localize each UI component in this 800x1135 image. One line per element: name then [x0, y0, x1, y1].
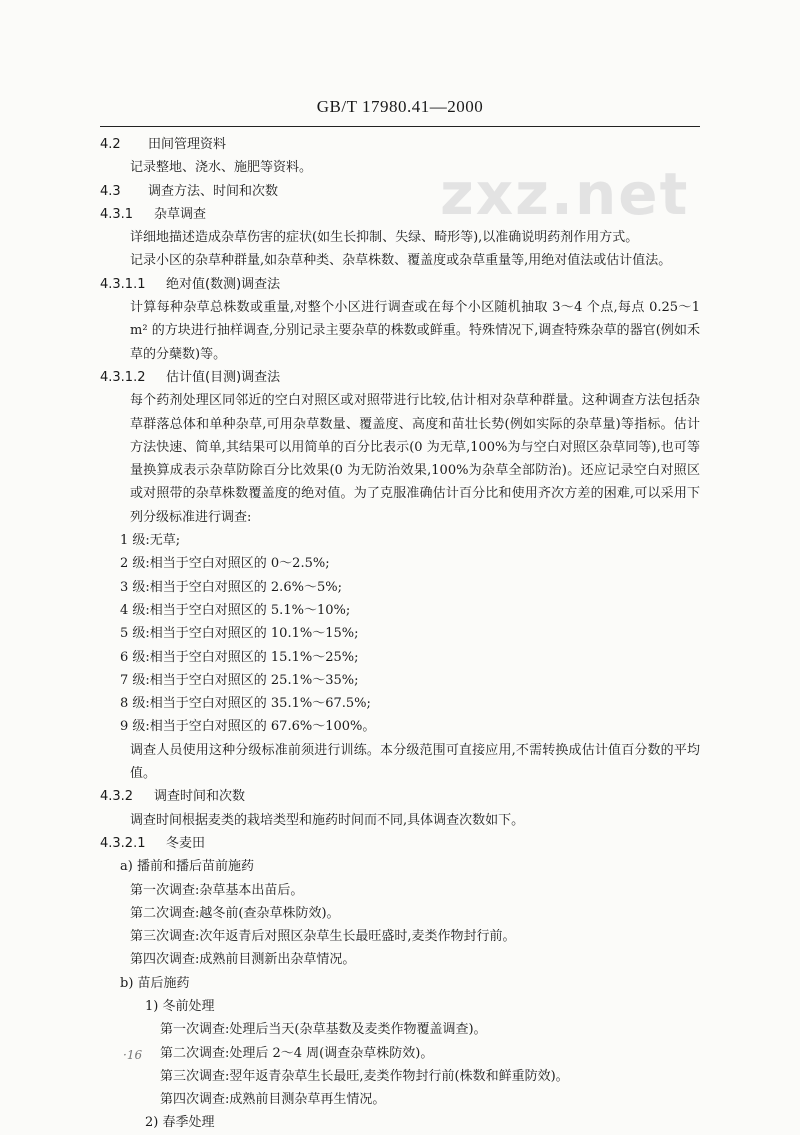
grade-item: 9 级:相当于空白对照区的 67.6%～100%。	[120, 719, 376, 735]
detail-line: 第二次调查:处理后 2～4 周(调查杂草株防效)。	[160, 1045, 434, 1061]
grade-item: 5 级:相当于空白对照区的 10.1%～15%;	[120, 626, 359, 642]
section-heading	[100, 832, 700, 855]
section-title: 绝对值(数测)调查法	[166, 276, 281, 292]
section-title: 冬麦田	[166, 835, 206, 851]
paragraph: 调查人员使用这种分级标准前须进行训练。本分级范围可直接应用,不需转换成估计值百分数的平均值。	[130, 742, 700, 782]
text-line: 记录小区的杂草种群量,如杂草种类、杂草株数、覆盖度或杂草重量等,用绝对值法或估计值法。	[130, 253, 672, 269]
section-title: 调查方法、时间和次数	[148, 183, 279, 199]
text-line: 记录整地、浇水、施肥等资料。	[130, 160, 313, 176]
paragraph: 计算每种杂草总株数或重量,对整个小区进行调查或在每个小区随机抽取 3～4 个点,每点 0.25～1 m² 的方块进行抽样调查,分别记录主要杂草的株数或鲜重。特殊情况下,调查特殊杂草的器官(例如禾草的分蘖数)等。	[130, 300, 700, 362]
list-item: a) 播前和播后苗前施药	[120, 859, 254, 875]
section-title: 田间管理资料	[148, 137, 227, 152]
grade-item: 1 级:无草;	[120, 533, 181, 549]
sub-list-item: 2) 春季处理	[145, 1115, 215, 1131]
grade-item: 8 级:相当于空白对照区的 35.1%～67.5%;	[120, 696, 371, 712]
section-heading	[100, 273, 700, 296]
grade-item: 7 级:相当于空白对照区的 25.1%～35%;	[120, 672, 359, 688]
text-line: 第二次调查:越冬前(查杂草株防效)。	[130, 905, 340, 921]
text-line: 第一次调查:杂草基本出苗后。	[130, 882, 304, 898]
watermark: zxz.net	[440, 160, 690, 228]
page-number: ·16	[123, 1048, 143, 1062]
text-line: 详细地描述造成杂草伤害的症状(如生长抑制、失绿、畸形等),以准确说明药剂作用方式。	[130, 230, 639, 246]
section-number: 4.3.2	[100, 789, 134, 805]
section-heading	[100, 203, 700, 226]
section-number: 4.2	[100, 137, 121, 152]
section-title: 调查时间和次数	[154, 789, 246, 805]
section-heading	[100, 785, 700, 808]
section-heading	[100, 366, 700, 389]
section-number: 4.3.2.1	[100, 835, 146, 851]
list-item: b) 苗后施药	[120, 975, 190, 991]
section-heading	[100, 133, 700, 156]
section-number: 4.3.1	[100, 206, 134, 222]
sub-list-item: 1) 冬前处理	[145, 998, 215, 1014]
text-line: 调查时间根据麦类的栽培类型和施药时间而不同,具体调查次数如下。	[130, 812, 525, 828]
section-number: 4.3	[100, 183, 121, 199]
text-line: 第三次调查:次年返青后对照区杂草生长最旺盛时,麦类作物封行前。	[130, 929, 516, 945]
grade-item: 6 级:相当于空白对照区的 15.1%～25%;	[120, 649, 359, 665]
detail-line: 第四次调查:成熟前目测杂草再生情况。	[160, 1092, 386, 1108]
paragraph: 每个药剂处理区同邻近的空白对照区或对照带进行比较,估计相对杂草种群量。这种调查方法包括杂草群落总体和单种杂草,可用杂草数量、覆盖度、高度和苗壮长势(例如实际的杂草量)等指标。估计方法快速、简单,其结果可以用简单的百分比表示(0 为无草,100%为与空白对照区杂草同等),也可等量换算成表示杂草防除百分比效果(0 为无防治效果,100%为杂草全部防治)。还应记录空白对照区或对照带的杂草株数覆盖度的绝对值。为了克服准确估计百分比和使用齐次方差的困难,可以采用下列分级标准进行调查:	[130, 393, 700, 525]
text-line: 第四次调查:成熟前目测新出杂草情况。	[130, 952, 356, 968]
section-title: 杂草调查	[154, 206, 207, 222]
section-number: 4.3.1.1	[100, 276, 146, 292]
detail-line: 第三次调查:翌年返青杂草生长最旺,麦类作物封行前(株数和鲜重防效)。	[160, 1068, 569, 1084]
document-body	[100, 133, 700, 1135]
section-number: 4.3.1.2	[100, 369, 146, 385]
grade-item: 4 级:相当于空白对照区的 5.1%～10%;	[120, 602, 351, 618]
section-heading	[100, 180, 700, 203]
grade-item: 2 级:相当于空白对照区的 0～2.5%;	[120, 556, 330, 572]
grade-item: 3 级:相当于空白对照区的 2.6%～5%;	[120, 579, 342, 595]
header-rule	[100, 126, 700, 127]
section-title: 估计值(目测)调查法	[166, 369, 281, 385]
standard-code-header: GB/T 17980.41—2000	[316, 97, 484, 116]
detail-line: 第一次调查:处理后当天(杂草基数及麦类作物覆盖调查)。	[160, 1022, 487, 1038]
